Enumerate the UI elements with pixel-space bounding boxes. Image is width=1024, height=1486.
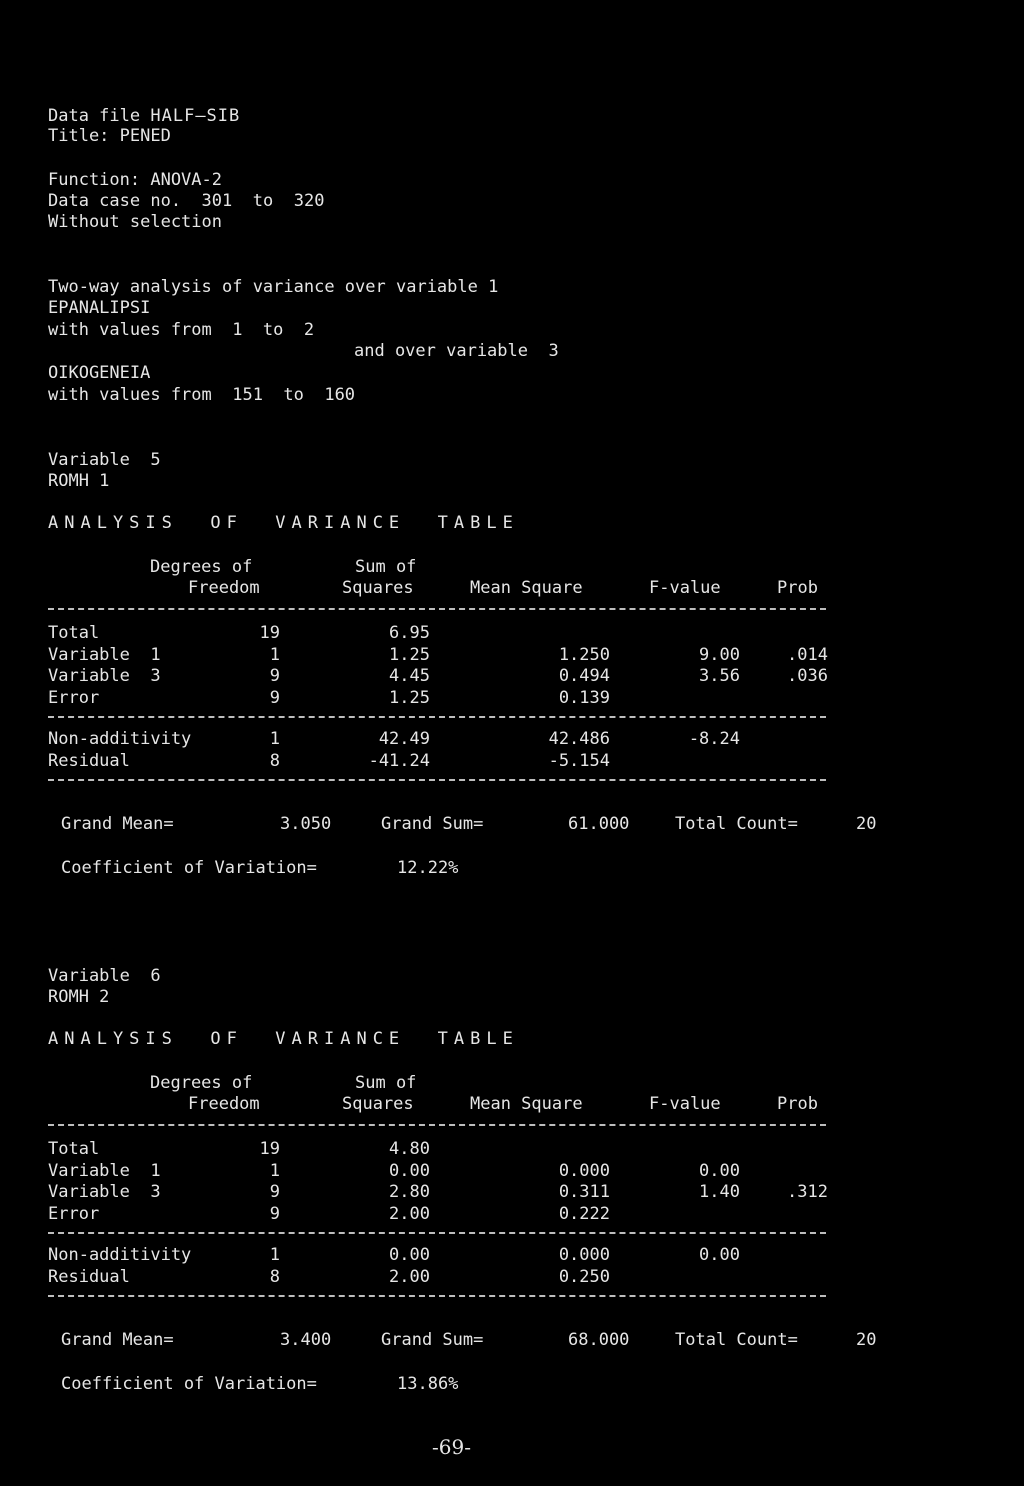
dashed-separator [48, 1232, 826, 1234]
row-f: 0.00 [699, 1160, 740, 1181]
case-line [48, 191, 324, 211]
desc-line-4: and over variable 3 [354, 341, 559, 361]
col-header-ms: Mean Square [470, 578, 583, 598]
table-heading: ANALYSIS OF VARIANCE TABLE [48, 1029, 519, 1049]
variable-name: ROMH 2 [48, 987, 110, 1007]
row-source: Non-additivity [48, 729, 192, 749]
total-count-label: Total Count= [675, 1330, 798, 1350]
case-label: Data case no. [48, 191, 182, 211]
row-ss: 6.95 [389, 623, 430, 643]
grand-mean-label: Grand Mean= [61, 1330, 174, 1350]
variable-name: ROMH 1 [48, 471, 110, 491]
row-df: 8 [269, 1266, 280, 1287]
row-df: 19 [259, 1139, 280, 1159]
row-df: 1 [269, 644, 280, 665]
grand-mean-value: 3.400 [280, 1330, 332, 1350]
selection-line: Without selection [48, 212, 222, 232]
row-df: 1 [269, 1245, 280, 1265]
col-header-df: Freedom [188, 1094, 260, 1114]
table-heading: ANALYSIS OF VARIANCE TABLE [48, 513, 519, 533]
cv-value: 12.22% [397, 858, 459, 878]
row-df: 9 [269, 666, 280, 686]
row-ms: -5.154 [548, 750, 610, 771]
col-header-ss-top: Sum of [355, 1073, 417, 1093]
grand-mean-label: Grand Mean= [61, 814, 174, 834]
data-file-name: HALF—SIB [150, 106, 241, 126]
row-source: Total [48, 1139, 100, 1159]
total-count-value: 20 [856, 1330, 877, 1350]
row-df: 9 [269, 1203, 280, 1224]
row-df: 9 [269, 1182, 280, 1202]
row-prob: .036 [787, 666, 828, 686]
row-ms: 42.486 [548, 729, 610, 749]
row-ss: 2.00 [389, 1203, 430, 1224]
cv-label: Coefficient of Variation= [61, 1374, 317, 1394]
dashed-separator [48, 779, 826, 781]
row-df: 19 [259, 623, 280, 643]
row-ss: 1.25 [389, 644, 430, 665]
total-count-value: 20 [856, 814, 877, 834]
col-header-df-top: Degrees of [150, 557, 253, 577]
row-ms: 0.222 [558, 1203, 610, 1224]
desc-line-2: EPANALIPSI [48, 298, 151, 318]
row-f: 3.56 [699, 666, 740, 686]
total-count-label: Total Count= [675, 814, 798, 834]
row-df: 8 [269, 750, 280, 771]
row-ms: 1.250 [558, 644, 610, 665]
case-to-word: to [252, 191, 274, 211]
case-from: 301 [201, 191, 233, 211]
col-header-prob: Prob [777, 1094, 818, 1114]
col-header-f: F-value [649, 578, 721, 598]
row-ss: -41.24 [368, 750, 430, 771]
row-ss: 2.00 [389, 1266, 430, 1287]
row-ms: 0.250 [558, 1266, 610, 1287]
row-source: Variable 3 [48, 666, 161, 686]
page-number: -69- [432, 1435, 471, 1459]
variable-line: Variable 5 [48, 450, 161, 470]
col-header-ss-top: Sum of [355, 557, 417, 577]
row-ss: 2.80 [389, 1182, 430, 1202]
row-source: Residual [48, 1266, 130, 1287]
row-source: Non-additivity [48, 1245, 192, 1265]
case-to: 320 [293, 191, 325, 211]
row-ss: 4.45 [389, 666, 430, 686]
row-source: Error [48, 687, 100, 708]
desc-line-3: with values from 1 to 2 [48, 320, 315, 340]
grand-sum-label: Grand Sum= [381, 1330, 484, 1350]
row-f: 9.00 [699, 644, 740, 665]
desc-line-5: OIKOGENEIA [48, 363, 151, 383]
col-header-prob: Prob [777, 578, 818, 598]
data-file-label: Data file [48, 106, 141, 126]
row-source: Variable 1 [48, 1160, 161, 1181]
row-ss: 0.00 [389, 1245, 430, 1265]
row-ss: 1.25 [389, 687, 430, 708]
row-df: 1 [269, 1160, 280, 1181]
row-ms: 0.000 [558, 1245, 610, 1265]
grand-sum-value: 68.000 [568, 1330, 630, 1350]
row-source: Error [48, 1203, 100, 1224]
cv-label: Coefficient of Variation= [61, 858, 317, 878]
desc-line-1: Two-way analysis of variance over variable 1 [48, 277, 499, 297]
row-ss: 42.49 [378, 729, 430, 749]
col-header-ms: Mean Square [470, 1094, 583, 1114]
row-source: Total [48, 623, 100, 643]
row-df: 1 [269, 729, 280, 749]
cv-value: 13.86% [397, 1374, 459, 1394]
dashed-separator [48, 1295, 826, 1297]
desc-line-6: with values from 151 to 160 [48, 385, 356, 405]
col-header-df-top: Degrees of [150, 1073, 253, 1093]
dashed-separator [48, 716, 826, 718]
row-f: -8.24 [688, 729, 740, 749]
row-source: Variable 3 [48, 1182, 161, 1202]
col-header-df: Freedom [188, 578, 260, 598]
title-line: Title: PENED [48, 126, 171, 146]
col-header-f: F-value [649, 1094, 721, 1114]
row-ss: 0.00 [389, 1160, 430, 1181]
row-ms: 0.494 [558, 666, 610, 686]
row-prob: .312 [787, 1182, 828, 1202]
row-ms: 0.000 [558, 1160, 610, 1181]
dashed-separator [48, 608, 826, 610]
row-ms: 0.139 [558, 687, 610, 708]
row-ms: 0.311 [558, 1182, 610, 1202]
row-f: 1.40 [699, 1182, 740, 1202]
grand-sum-value: 61.000 [568, 814, 630, 834]
row-source: Variable 1 [48, 644, 161, 665]
row-df: 9 [269, 687, 280, 708]
row-ss: 4.80 [389, 1139, 430, 1159]
grand-mean-value: 3.050 [280, 814, 332, 834]
grand-sum-label: Grand Sum= [381, 814, 484, 834]
col-header-ss: Squares [342, 578, 414, 598]
data-file-line [48, 106, 240, 126]
row-f: 0.00 [699, 1245, 740, 1265]
variable-line: Variable 6 [48, 966, 161, 986]
row-source: Residual [48, 750, 130, 771]
dashed-separator [48, 1124, 826, 1126]
row-prob: .014 [787, 644, 828, 665]
function-line: Function: ANOVA-2 [48, 170, 222, 190]
col-header-ss: Squares [342, 1094, 414, 1114]
